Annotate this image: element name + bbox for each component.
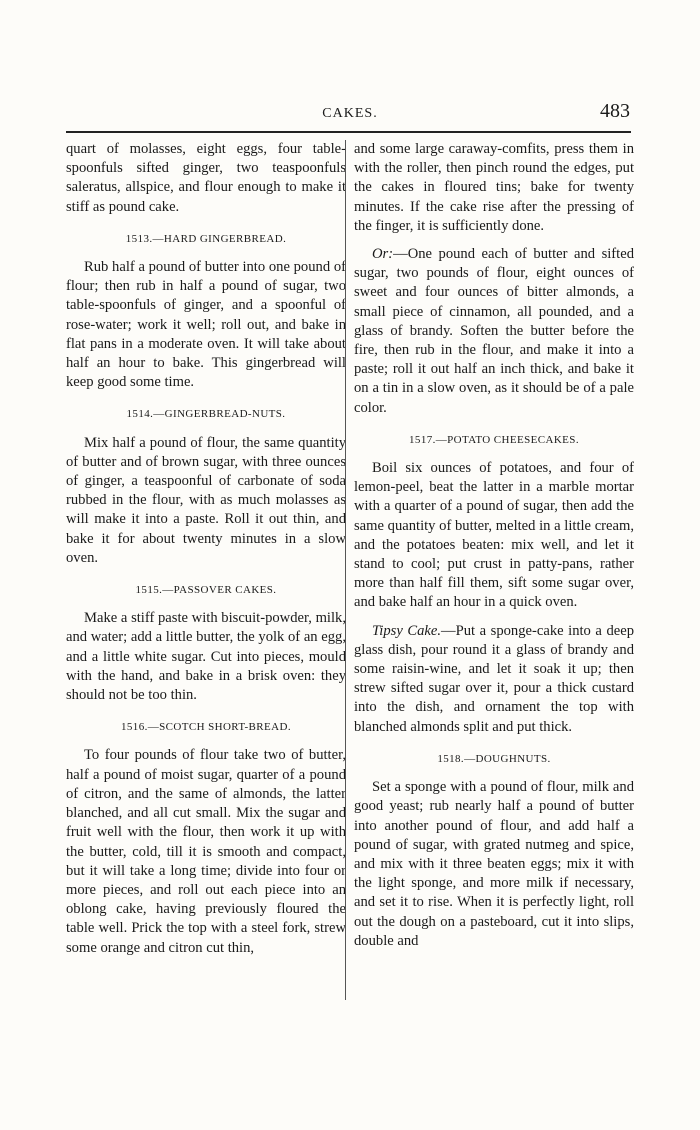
variant-paragraph bbox=[354, 245, 634, 418]
tipsy-cake-text: —Put a sponge-cake into a deep glass dish, pour round it a glass of brandy and some raisin-wine, and let it soak it up; then strew sifted sugar over it, pour a thick custard into the dish, and ornament the top with blanched almonds split and put thick. bbox=[354, 622, 634, 735]
tipsy-cake-label: Tipsy Cake. bbox=[372, 622, 442, 639]
paragraph-continued: quart of molasses, eight eggs, four table-spoonfuls sifted ginger, two teaspoonfuls saleratus, allspice, and flour enough to make it stiff as pound cake. bbox=[66, 141, 346, 215]
recipe-text-1518: Set a sponge with a pound of flour, milk and good yeast; rub nearly half a pound of butter into another pound of flour, and add half a pound of sugar, with grated nutmeg and spice, and mix with it three beaten eggs; mix it with the light sponge, and more milk if necessary, and set it to rise. When it is perfectly light, roll out the dough on a pasteboard, cut it into slips, double and bbox=[354, 779, 634, 949]
variant-text: —One pound each of butter and sifted sugar, two pounds of flour, eight ounces of sweet and four ounces of bitter almonds, a small piece of cinnamon, all pounded, and a glass of brandy. Soften the butter before the fire, then rub in the flour, and make it into a paste; roll it out half an inch thick, and bake it on a tin in a slow oven, as it should be of a pale color. bbox=[354, 246, 634, 416]
running-title: CAKES. bbox=[322, 106, 378, 121]
tipsy-cake-paragraph bbox=[354, 622, 634, 737]
recipe-heading-1517: 1517.—POTATO CHEESECAKES. bbox=[409, 433, 579, 446]
page-header bbox=[66, 100, 634, 126]
recipe-text-1517: Boil six ounces of potatoes, and four of lemon-peel, beat the latter in a marble mortar with a quarter of a pound of sugar, then add the same quantity of butter, melted in a little cream, and the potatoes beaten: mix well, and let it stand to cool; put crust in patty-pans, rather more than half fill them, sift some sugar over, and bake half an hour in a quick oven. bbox=[354, 460, 634, 611]
right-column bbox=[354, 140, 634, 951]
recipe-heading-1518: 1518.—DOUGHNUTS. bbox=[437, 752, 551, 765]
recipe-text-1515: Make a stiff paste with biscuit-powder, milk, and water; add a little butter, the yolk of an egg, and a little white sugar. Cut into pieces, mould with the hand, and bake in a brisk oven: they should not be too thin. bbox=[66, 610, 346, 704]
paragraph-continued-right: and some large caraway-comfits, press them in with the roller, then pinch round the edges, put the cakes in floured tins; bake for twenty minutes. If the cake rise after the pressing of the finger, it is sufficiently done. bbox=[354, 141, 634, 234]
recipe-text-1513: Rub half a pound of butter into one pound of flour; then rub in half a pound of sugar, two table-spoonfuls of ginger, and a spoonful of rose-water; work it well; roll out, and bake in flat pans in a moderate oven. It will take about half an hour to bake. This gingerbread will keep good some time. bbox=[66, 259, 346, 391]
column-divider bbox=[345, 140, 346, 1000]
variant-label: Or: bbox=[372, 246, 394, 263]
recipe-text-1516: To four pounds of flour take two of butter, half a pound of moist sugar, quarter of a pound of citron, and the same of almonds, the latter blanched, and all cut small. Mix the sugar and fruit well with the flour, then work it up with the butter, cold, till it is smooth and compact, but it will take a long time; divide into four or more pieces, and roll out each piece into an oblong cake, having previously floured the table well. Prick the top with a steel fork, strew some orange and citron cut thin, bbox=[66, 747, 346, 956]
recipe-heading-1516: 1516.—SCOTCH SHORT-BREAD. bbox=[121, 721, 291, 734]
recipe-text-1514: Mix half a pound of flour, the same quantity of butter and of brown sugar, with three ounces of ginger, a teaspoonful of carbonate of soda rubbed in the flour, with as much molasses as will make it into a paste. Roll it out thin, and bake it for about twenty minutes in a slow oven. bbox=[66, 434, 346, 566]
left-column bbox=[66, 140, 346, 958]
recipe-heading-1515: 1515.—PASSOVER CAKES. bbox=[135, 584, 277, 597]
page-number: 483 bbox=[600, 100, 630, 122]
header-rule bbox=[66, 131, 631, 133]
recipe-heading-1513: 1513.—HARD GINGERBREAD. bbox=[125, 232, 287, 245]
recipe-heading-1514: 1514.—GINGERBREAD-NUTS. bbox=[126, 408, 286, 421]
